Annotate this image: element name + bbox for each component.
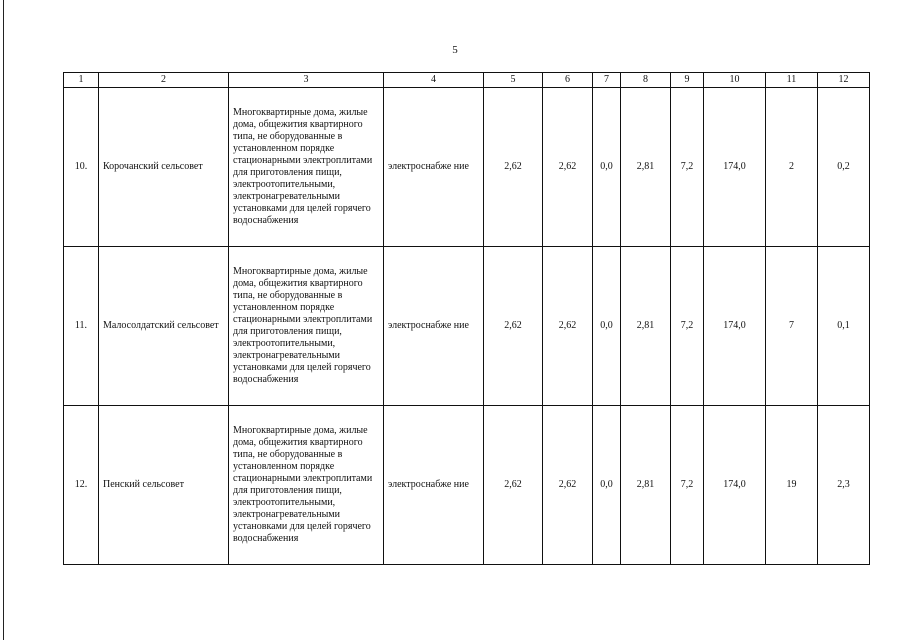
settlement-name: Пенский сельсовет	[99, 406, 229, 565]
table-header-row	[64, 73, 870, 88]
row-number: 12.	[64, 406, 99, 565]
page-number: 5	[452, 44, 458, 56]
value-col-9: 7,2	[671, 88, 704, 247]
value-col-11: 19	[766, 406, 818, 565]
column-header: 6	[543, 73, 593, 88]
column-header: 3	[229, 73, 384, 88]
column-header: 12	[818, 73, 870, 88]
column-header: 10	[704, 73, 766, 88]
table-row	[64, 247, 870, 406]
value-col-8: 2,81	[621, 247, 671, 406]
housing-description: Многоквартирные дома, жилые дома, общежития квартирного типа, не оборудованные в установленном порядке стационарными электроплитами для приготовления пищи, электроотопительными, электронагревательными установками для целей горячего водоснабжения	[229, 247, 384, 406]
settlement-name: Корочанский сельсовет	[99, 88, 229, 247]
column-header: 4	[384, 73, 484, 88]
utility-type: электроснабже ние	[384, 247, 484, 406]
value-col-6: 2,62	[543, 406, 593, 565]
column-header: 7	[593, 73, 621, 88]
value-col-12: 0,1	[818, 247, 870, 406]
value-col-7: 0,0	[593, 88, 621, 247]
settlement-name: Малосолдатский сельсовет	[99, 247, 229, 406]
value-col-8: 2,81	[621, 88, 671, 247]
value-col-8: 2,81	[621, 406, 671, 565]
column-header: 8	[621, 73, 671, 88]
value-col-12: 0,2	[818, 88, 870, 247]
column-header: 9	[671, 73, 704, 88]
housing-description: Многоквартирные дома, жилые дома, общежития квартирного типа, не оборудованные в установленном порядке стационарными электроплитами для приготовления пищи, электроотопительными, электронагревательными установками для целей горячего водоснабжения	[229, 406, 384, 565]
column-header: 2	[99, 73, 229, 88]
value-col-10: 174,0	[704, 247, 766, 406]
value-col-10: 174,0	[704, 406, 766, 565]
housing-description: Многоквартирные дома, жилые дома, общежития квартирного типа, не оборудованные в установленном порядке стационарными электроплитами для приготовления пищи, электроотопительными, электронагревательными установками для целей горячего водоснабжения	[229, 88, 384, 247]
value-col-5: 2,62	[484, 247, 543, 406]
value-col-7: 0,0	[593, 247, 621, 406]
value-col-11: 7	[766, 247, 818, 406]
column-header: 11	[766, 73, 818, 88]
value-col-7: 0,0	[593, 406, 621, 565]
utility-type: электроснабже ние	[384, 406, 484, 565]
column-header: 5	[484, 73, 543, 88]
table-row	[64, 406, 870, 565]
column-header: 1	[64, 73, 99, 88]
value-col-6: 2,62	[543, 88, 593, 247]
table-row	[64, 88, 870, 247]
value-col-10: 174,0	[704, 88, 766, 247]
value-col-12: 2,3	[818, 406, 870, 565]
page-edge-line	[3, 0, 4, 640]
value-col-9: 7,2	[671, 406, 704, 565]
value-col-6: 2,62	[543, 247, 593, 406]
value-col-9: 7,2	[671, 247, 704, 406]
tariff-table	[63, 72, 870, 565]
row-number: 11.	[64, 247, 99, 406]
value-col-11: 2	[766, 88, 818, 247]
value-col-5: 2,62	[484, 406, 543, 565]
row-number: 10.	[64, 88, 99, 247]
value-col-5: 2,62	[484, 88, 543, 247]
utility-type: электроснабже ние	[384, 88, 484, 247]
